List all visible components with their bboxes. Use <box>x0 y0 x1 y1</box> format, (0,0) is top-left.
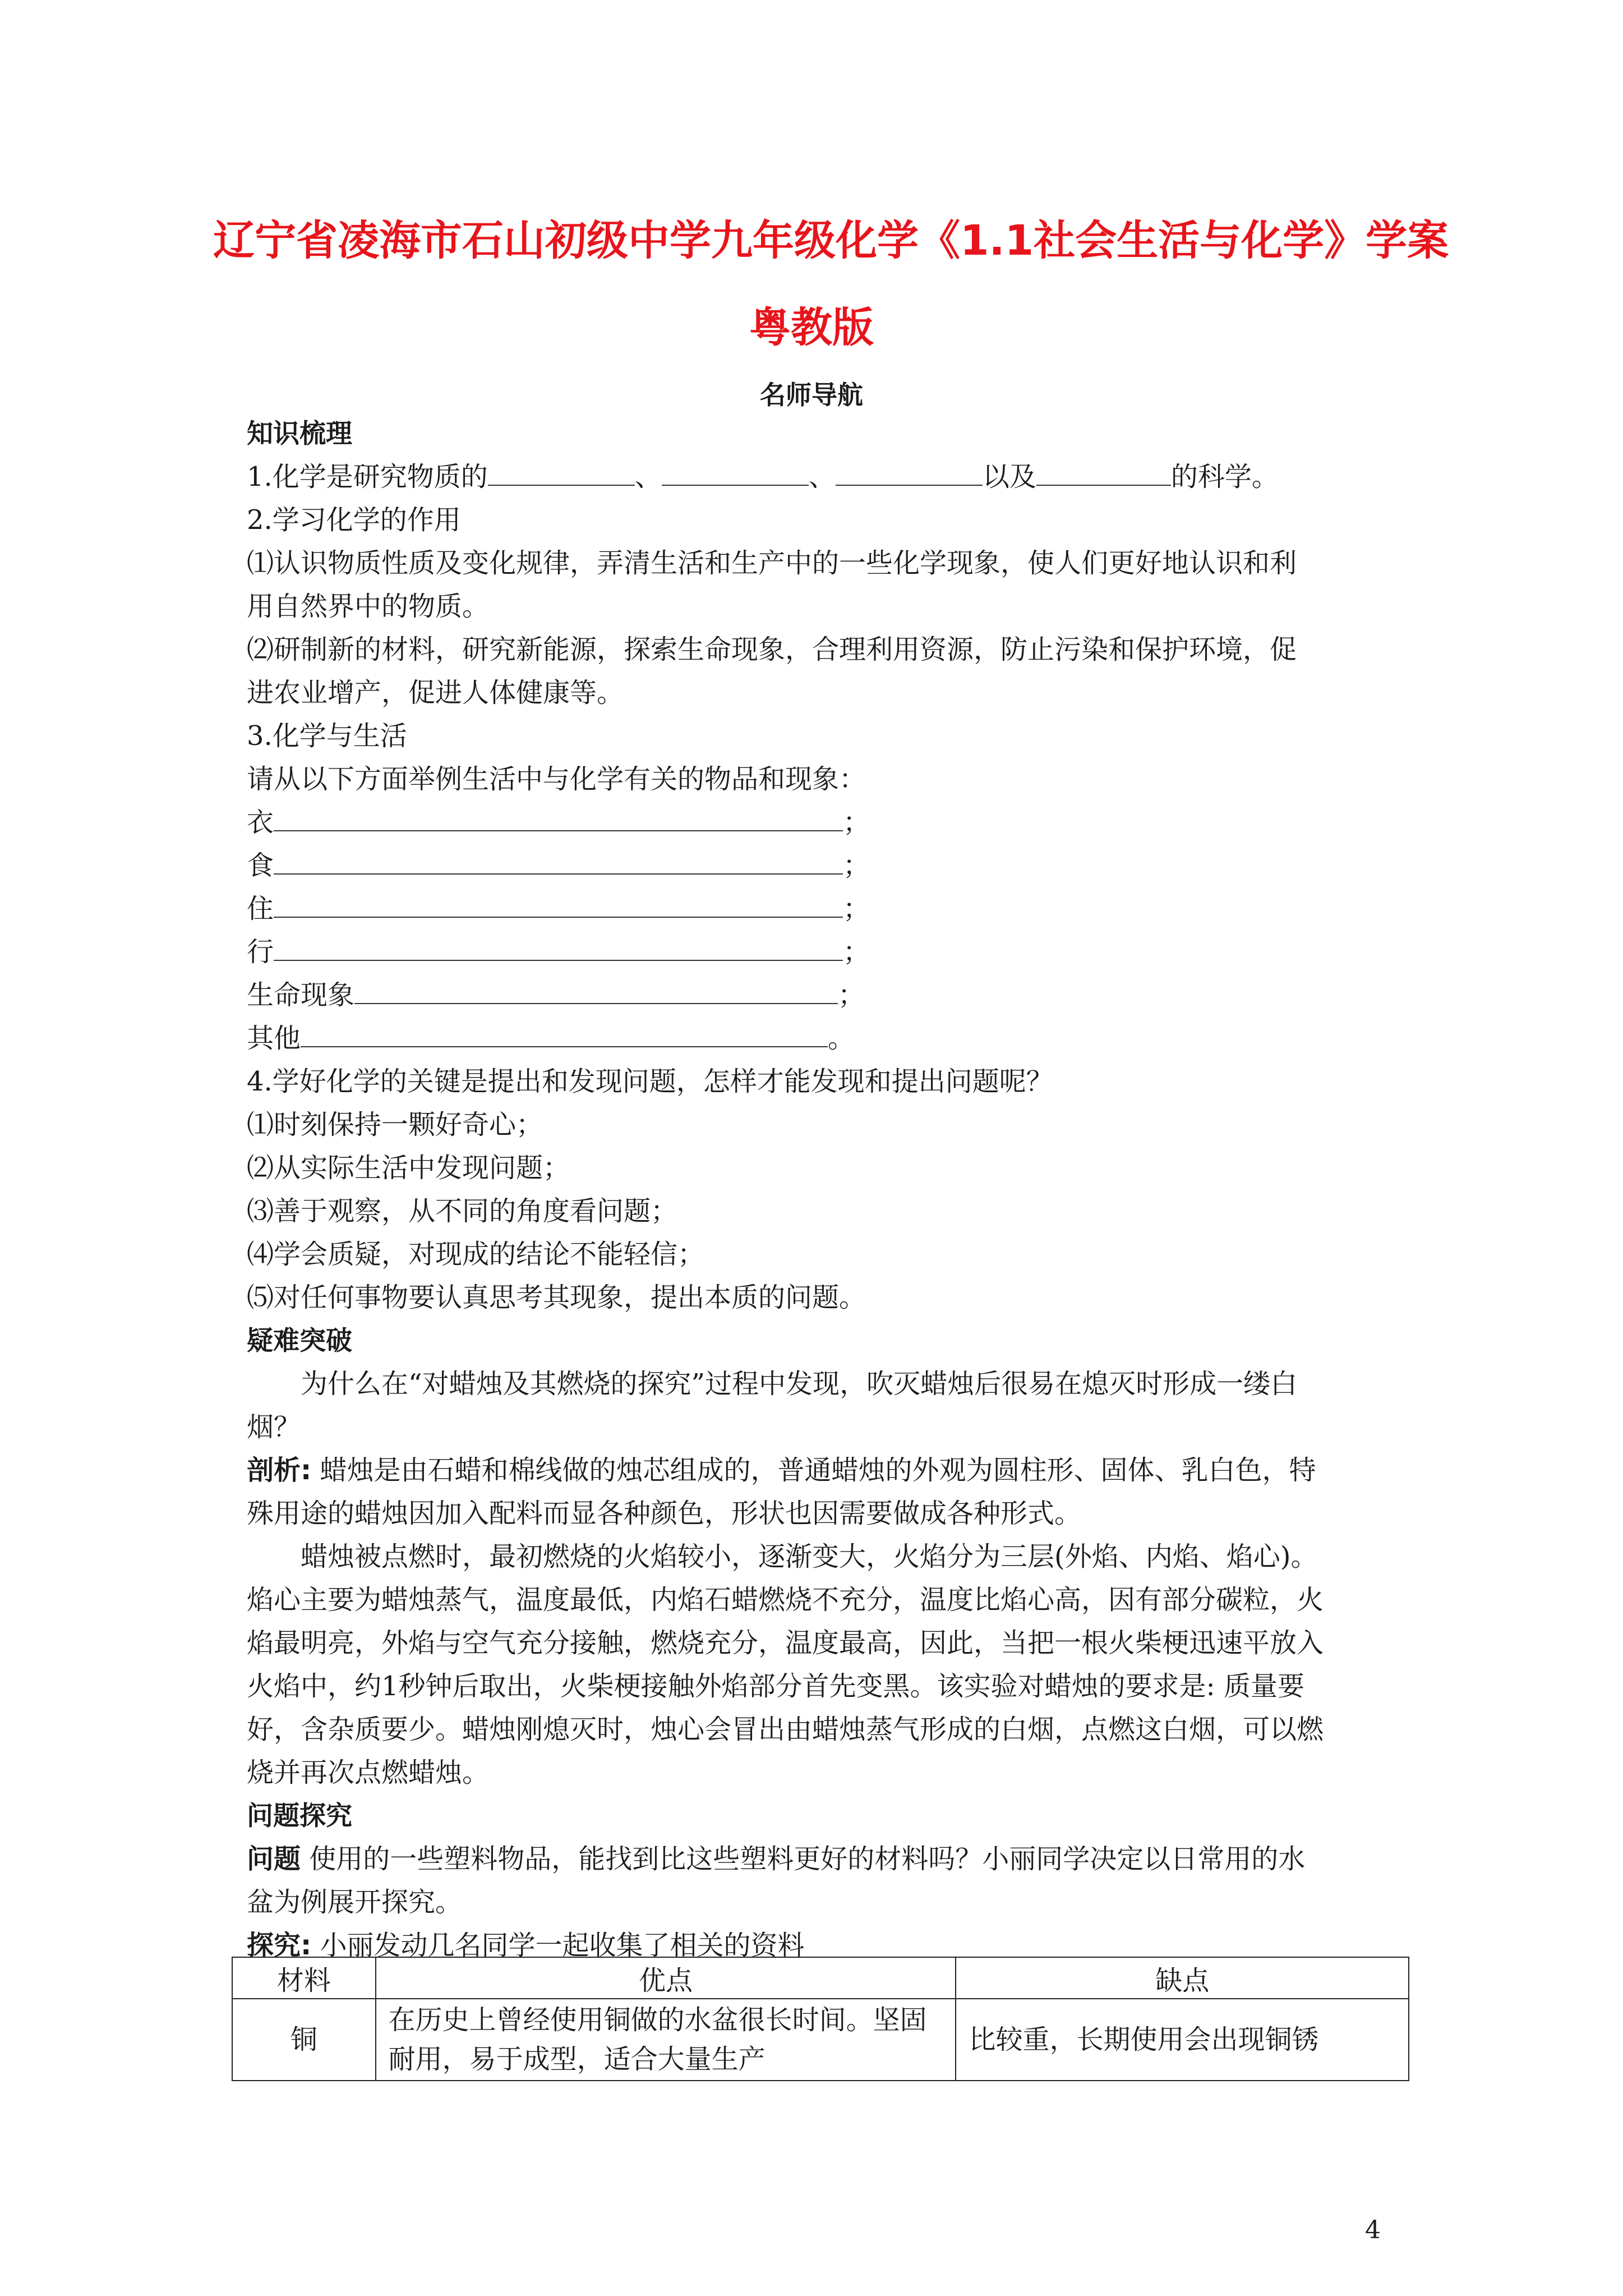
paragraph-line: ⑴认识物质性质及变化规律，弄清生活和生产中的一些化学现象，使人们更好地认识和利 <box>247 547 1297 579</box>
fill-item-end: ； <box>838 979 865 1011</box>
problem-line <box>247 1838 1396 1881</box>
problem-text: 使用的一些塑料物品，能找到比这些塑料更好的材料吗？小丽同学决定以日常用的水 <box>301 1843 1306 1875</box>
fill-item-end: ； <box>843 807 870 838</box>
document-title-line-2: 粤教版 <box>749 303 874 352</box>
question-3-heading: 3.化学与生活 <box>247 720 407 752</box>
fill-item-end: ； <box>843 850 870 881</box>
fill-item-label: 行 <box>247 936 274 968</box>
paragraph-line: 好，含杂质要少。蜡烛刚熄灭时，烛心会冒出由蜡烛蒸气形成的白烟，点燃这白烟，可以燃 <box>247 1714 1324 1745</box>
fill-item <box>247 931 1396 974</box>
fill-blank-4[interactable] <box>1036 455 1171 486</box>
fill-line[interactable] <box>274 844 843 875</box>
paragraph-line: 盆为例展开探究。 <box>247 1887 463 1918</box>
paragraph-line: 烧并再次点燃蜡烛。 <box>247 1757 490 1788</box>
fill-line[interactable] <box>274 887 843 918</box>
explore-text: 小丽发动几名同学一起收集了相关的资料 <box>311 1930 805 1961</box>
table-cell-material: 铜 <box>232 1999 376 2081</box>
analysis-line <box>247 1449 1396 1492</box>
fill-item-end: ； <box>843 936 870 968</box>
paragraph-line: 进农业增产，促进人体健康等。 <box>247 677 624 708</box>
paragraph-line: 殊用途的蜡烛因加入配料而显各种颜色，形状也因需要做成各种形式。 <box>247 1498 1082 1529</box>
fill-item <box>247 844 1396 887</box>
list-item: ⑴时刻保持一颗好奇心； <box>247 1109 543 1140</box>
section-heading-inquiry: 问题探究 <box>247 1801 352 1832</box>
table-header: 缺点 <box>956 1957 1409 1999</box>
fill-item-label: 生命现象 <box>247 979 355 1011</box>
document-title-line-1: 辽宁省凌海市石山初级中学九年级化学《1.1社会生活与化学》学案 <box>213 217 1449 265</box>
explore-label: 探究: <box>247 1930 312 1961</box>
section-heading-difficulty: 疑难突破 <box>247 1326 352 1356</box>
fill-item-label: 食 <box>247 850 274 881</box>
fill-line[interactable] <box>354 974 838 1004</box>
fill-blank-2[interactable] <box>662 455 809 486</box>
paragraph-line: 用自然界中的物质。 <box>247 591 490 622</box>
fill-item-end: ； <box>843 893 870 924</box>
analysis-label: 剖析: <box>247 1455 312 1486</box>
paragraph-line: 为什么在“对蜡烛及其燃烧的探究”过程中发现，吹灭蜡烛后很易在熄灭时形成一缕白 <box>301 1368 1298 1400</box>
list-item: ⑶善于观察，从不同的角度看问题； <box>247 1195 678 1227</box>
table-header: 材料 <box>232 1957 376 1999</box>
fill-line[interactable] <box>274 801 843 831</box>
fill-item <box>247 1017 1396 1060</box>
fill-blank-1[interactable] <box>488 455 635 486</box>
q1-separator: 以及 <box>982 461 1036 493</box>
fill-item-label: 其他 <box>247 1023 301 1054</box>
fill-item-label: 衣 <box>247 807 274 838</box>
table-cell-cons: 比较重，长期使用会出现铜锈 <box>956 1999 1409 2081</box>
question-2-heading: 2.学习化学的作用 <box>247 504 461 536</box>
paragraph-line: 蜡烛被点燃时，最初燃烧的火焰较小，逐渐变大，火焰分为三层(外焰、内焰、焰心)。 <box>301 1541 1318 1572</box>
paragraph-line: 火焰中，约1秒钟后取出，火柴梗接触外焰部分首先变黑。该实验对蜡烛的要求是: 质量要 <box>247 1671 1304 1702</box>
fill-item <box>247 887 1396 931</box>
paragraph-line: ⑵研制新的材料，研究新能源，探索生命现象，合理利用资源，防止污染和保护环境，促 <box>247 634 1297 665</box>
q1-separator: 、 <box>808 461 836 493</box>
q1-separator: 、 <box>634 461 662 493</box>
fill-line[interactable] <box>301 1017 828 1047</box>
fill-item-end: 。 <box>828 1023 855 1054</box>
paragraph-line: 焰心主要为蜡烛蒸气，温度最低，内焰石蜡燃烧不充分，温度比焰心高，因有部分碳粒，火 <box>247 1584 1324 1616</box>
list-item: ⑵从实际生活中发现问题； <box>247 1152 570 1184</box>
page-number: 4 <box>1365 2216 1381 2244</box>
fill-line[interactable] <box>274 931 843 961</box>
fill-item <box>247 974 1396 1017</box>
question-1 <box>247 455 1396 499</box>
problem-label: 问题 <box>247 1843 301 1875</box>
fill-item <box>247 801 1396 844</box>
table-header: 优点 <box>376 1957 956 1999</box>
fill-item-label: 住 <box>247 893 274 924</box>
table-row <box>232 1999 1409 2081</box>
question-3-intro: 请从以下方面举例生活中与化学有关的物品和现象： <box>247 763 866 795</box>
section-heading-knowledge: 知识梳理 <box>247 418 352 449</box>
analysis-text: 蜡烛是由石蜡和棉线做的烛芯组成的，普通蜡烛的外观为圆柱形、固体、乳白色，特 <box>311 1455 1316 1486</box>
list-item: ⑸对任何事物要认真思考其现象，提出本质的问题。 <box>247 1282 866 1313</box>
paragraph-line: 焰最明亮，外焰与空气充分接触，燃烧充分，温度最高，因此，当把一根火柴梗迅速平放入 <box>247 1627 1324 1659</box>
subtitle: 名师导航 <box>760 380 863 410</box>
table-header-row <box>232 1957 1409 1999</box>
fill-blank-3[interactable] <box>836 455 983 486</box>
question-4-heading: 4.学好化学的关键是提出和发现问题，怎样才能发现和提出问题呢？ <box>247 1066 1053 1097</box>
list-item: ⑷学会质疑，对现成的结论不能轻信； <box>247 1239 705 1270</box>
q1-text: 1.化学是研究物质的 <box>247 461 488 493</box>
materials-table <box>232 1957 1409 2081</box>
paragraph-line: 烟？ <box>247 1411 301 1443</box>
table-cell-pros: 在历史上曾经使用铜做的水盆很长时间。坚固耐用，易于成型，适合大量生产 <box>376 1999 956 2081</box>
q1-end: 的科学。 <box>1170 461 1279 493</box>
document-body <box>247 412 1396 1967</box>
